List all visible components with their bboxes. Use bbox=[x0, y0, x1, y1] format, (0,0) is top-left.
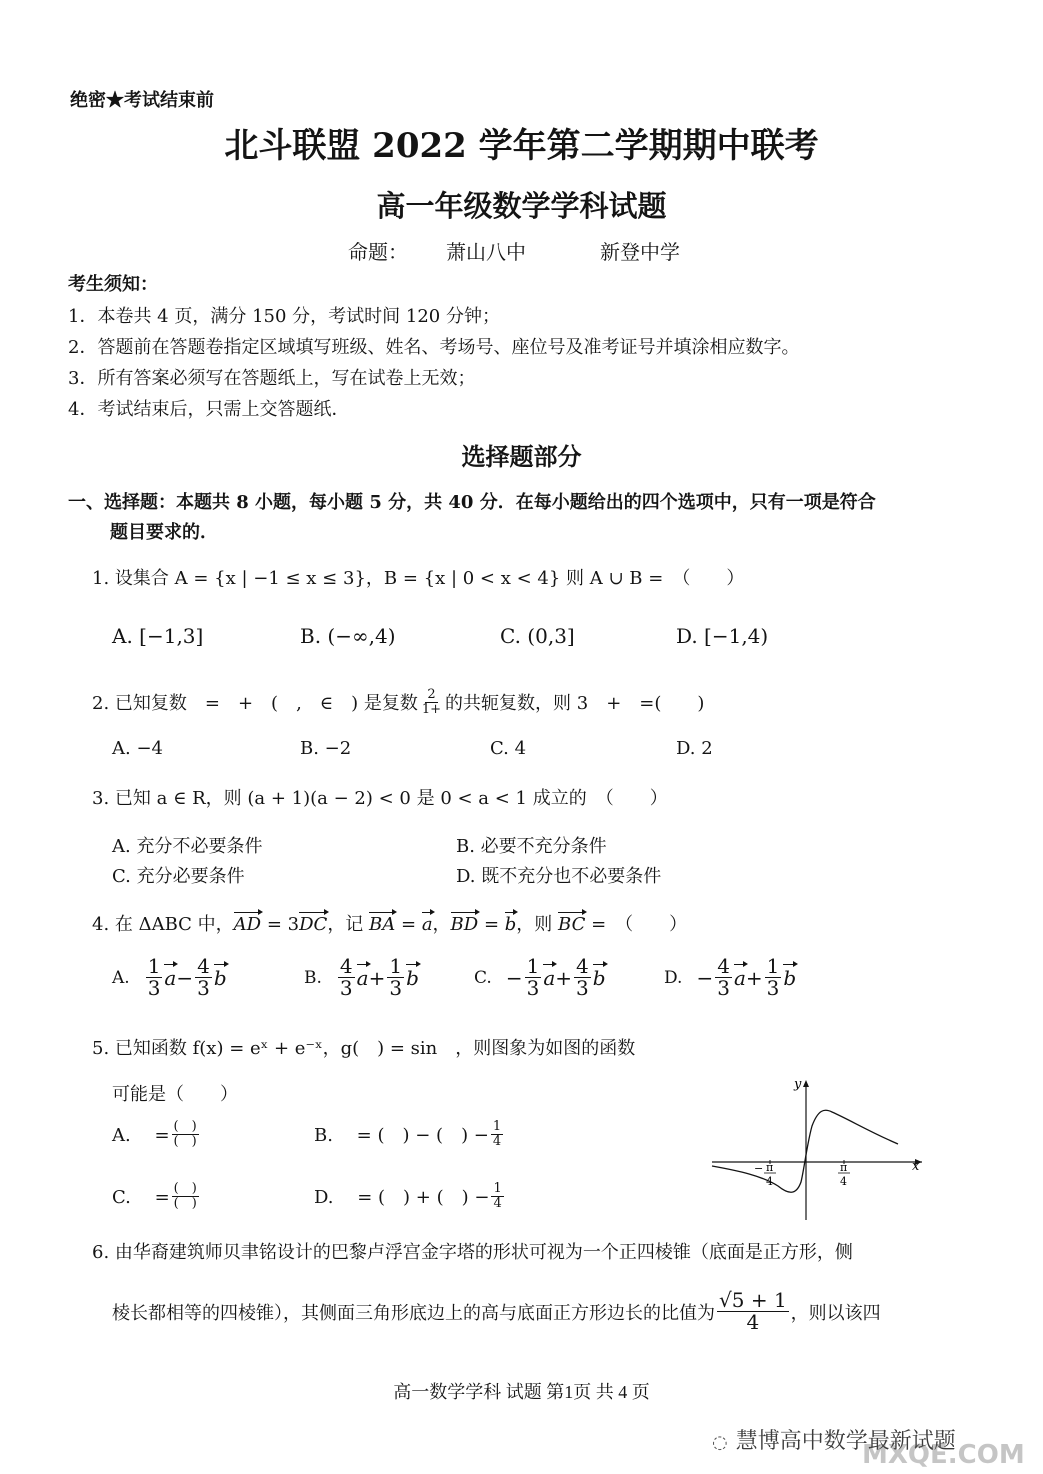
q5-option-a bbox=[112, 1120, 201, 1148]
vector-bc: BC bbox=[558, 914, 586, 935]
tick-pos-four: 4 bbox=[840, 1175, 847, 1188]
frac-num: 4 bbox=[576, 954, 589, 978]
section-intro-cont: 题目要求的． bbox=[110, 522, 218, 543]
notice-item: 2．答题前在答题卷指定区域填写班级、姓名、考场号、座位号及准考证号并填涂相应数字。 bbox=[68, 337, 800, 358]
frac-num: 1 bbox=[526, 954, 540, 978]
notice-item: 1．本卷共 4 页，满分 150 分，考试时间 120 分钟； bbox=[68, 306, 500, 327]
q4-opt-c-label: C. bbox=[474, 967, 492, 988]
q5-opt-a-text: A. = bbox=[112, 1125, 170, 1147]
q2-option-c: C. 4 bbox=[490, 738, 527, 759]
frac-den: 3 bbox=[766, 976, 780, 1000]
vector-b: b bbox=[783, 965, 797, 990]
fraction bbox=[387, 956, 404, 999]
q2-fraction bbox=[420, 688, 443, 716]
vector-a: a bbox=[421, 914, 433, 935]
question-6-line2 bbox=[112, 1290, 881, 1333]
fraction bbox=[195, 956, 212, 999]
question-4-stem bbox=[92, 910, 687, 936]
vector-a: a bbox=[543, 965, 556, 990]
vector-b: b bbox=[213, 965, 227, 990]
fraction bbox=[172, 1182, 199, 1210]
q5-opt-b-text: B. = ( ) − ( ) − bbox=[314, 1125, 489, 1147]
vector-a: a bbox=[356, 965, 369, 990]
q4-eq-b: = bbox=[478, 914, 505, 935]
tick-pos-pi: π bbox=[840, 1161, 848, 1174]
question-1-stem: 1. 设集合 A = {x | −1 ≤ x ≤ 3}，B = {x | 0 < x < 4} 则 A ∪ B = （ ） bbox=[92, 568, 745, 589]
q5-option-d bbox=[314, 1182, 506, 1210]
fraction bbox=[491, 1120, 503, 1148]
q2-frac-num: 2 bbox=[427, 687, 436, 702]
section-intro: 一、选择题：本题共 8 小题，每小题 5 分，共 40 分．在每小题给出的四个选项中，只有一项是符合 bbox=[68, 492, 876, 513]
y-axis-label: y bbox=[794, 1077, 802, 1092]
q4-option-d bbox=[664, 956, 796, 999]
q4-opt-b-label: B. bbox=[304, 967, 322, 988]
q4-stem-d: = （ ） bbox=[585, 914, 688, 935]
frac-num: 4 bbox=[197, 954, 210, 978]
q4-comma: ， bbox=[432, 914, 451, 935]
minus: − bbox=[505, 965, 523, 990]
q2-option-b: B. −2 bbox=[300, 738, 352, 759]
q4-opt-d-label: D. bbox=[664, 967, 683, 988]
question-2-stem bbox=[92, 688, 704, 716]
frac-den: 3 bbox=[389, 976, 403, 1000]
q4-eq-a: = bbox=[395, 914, 422, 935]
frac-num: 1 bbox=[493, 1181, 502, 1196]
q3-option-a: A. 充分不必要条件 bbox=[112, 836, 263, 857]
question-5-stem: 5. 已知函数 f(x) = eˣ + e⁻ˣ，g( ) = sin ，则图象为如图的函数 bbox=[92, 1038, 636, 1059]
minus: − bbox=[176, 965, 194, 990]
frac-num: 1 bbox=[389, 954, 403, 978]
q6-frac-den: 4 bbox=[746, 1310, 760, 1334]
author-1: 萧山八中 bbox=[446, 240, 526, 264]
question-5-stem-cont: 可能是（ ） bbox=[112, 1084, 238, 1105]
frac-num: 4 bbox=[339, 954, 353, 978]
tick-neg-four: 4 bbox=[766, 1175, 773, 1188]
section-title: 选择题部分 bbox=[461, 442, 582, 471]
q3-option-d: D. 既不充分也不必要条件 bbox=[456, 866, 662, 887]
tick-neg-sign: − bbox=[754, 1162, 764, 1175]
tick-neg-pi: π bbox=[766, 1161, 774, 1174]
q2-stem-a: 2. 已知复数 = + ( , ∈ ) 是复数 bbox=[92, 693, 418, 715]
fraction bbox=[574, 956, 591, 999]
q3-option-c: C. 充分必要条件 bbox=[112, 866, 245, 887]
x-axis-label: x bbox=[912, 1159, 920, 1174]
vector-ad: AD bbox=[233, 914, 262, 935]
notice-item: 4．考试结束后，只需上交答题纸． bbox=[68, 399, 350, 420]
frac-den: ( ) bbox=[173, 1133, 197, 1149]
vector-a: a bbox=[164, 965, 177, 990]
watermark-text: 慧博高中数学最新试题 bbox=[735, 1429, 956, 1454]
y-axis-arrow bbox=[803, 1080, 809, 1087]
question-3-stem: 3. 已知 a ∈ R，则 (a + 1)(a − 2) < 0 是 0 < a < 1 成立的 （ ） bbox=[92, 788, 668, 809]
q4-stem-b: ，记 bbox=[327, 914, 370, 935]
notice-title: 考生须知： bbox=[68, 274, 158, 295]
q6-line2-text: 棱长都相等的四棱锥），其侧面三角形底边上的高与底面正方形边长的比值为 bbox=[112, 1302, 715, 1324]
q4-opt-a-label: A. bbox=[112, 967, 130, 988]
q4-stem-c: ，则 bbox=[516, 914, 559, 935]
q2-option-d: D. 2 bbox=[676, 738, 713, 759]
q5-option-c bbox=[112, 1182, 201, 1210]
wechat-icon: ◌ bbox=[712, 1432, 728, 1453]
secret-tag: 绝密★考试结束前 bbox=[70, 90, 214, 111]
q4-option-a bbox=[112, 956, 227, 999]
fraction bbox=[491, 1182, 503, 1210]
fraction bbox=[338, 956, 355, 999]
vector-b: b bbox=[406, 965, 419, 990]
vector-ba: BA bbox=[369, 914, 396, 935]
notice-item: 3．所有答案必须写在答题纸上，写在试卷上无效； bbox=[68, 368, 476, 389]
fraction bbox=[146, 956, 163, 999]
watermark-logo: MXQE.COM bbox=[862, 1440, 1025, 1470]
fraction bbox=[525, 956, 542, 999]
frac-num: ( ) bbox=[173, 1119, 197, 1134]
authors-label: 命题： bbox=[348, 240, 408, 264]
function-graph bbox=[700, 1074, 930, 1224]
plus: + bbox=[745, 965, 763, 990]
question-6-line1: 6. 由华裔建筑师贝聿铭设计的巴黎卢浮宫金字塔的形状可视为一个正四棱锥（底面是正方形，侧 bbox=[92, 1242, 853, 1263]
frac-den: 3 bbox=[717, 976, 730, 1000]
frac-den: 3 bbox=[339, 976, 353, 1000]
frac-num: 1 bbox=[766, 954, 780, 978]
vector-a: a bbox=[733, 965, 746, 990]
fraction bbox=[715, 956, 732, 999]
frac-den: 3 bbox=[526, 976, 540, 1000]
frac-den: 3 bbox=[576, 976, 589, 1000]
q3-option-b: B. 必要不充分条件 bbox=[456, 836, 607, 857]
fraction bbox=[172, 1120, 199, 1148]
q1-option-b: B. (−∞,4) bbox=[300, 624, 396, 648]
exam-subtitle: 高一年级数学学科试题 bbox=[376, 189, 667, 223]
q4-eq1: = 3 bbox=[261, 914, 300, 935]
q2-stem-b: 的共轭复数，则 3 + =( ) bbox=[445, 693, 705, 715]
q5-opt-d-text: D. = ( ) + ( ) − bbox=[314, 1187, 490, 1209]
frac-den: 3 bbox=[147, 976, 161, 1000]
q6-fraction bbox=[717, 1290, 789, 1333]
curve bbox=[712, 1110, 898, 1192]
exam-title: 北斗联盟 2022 学年第二学期期中联考 bbox=[224, 126, 819, 166]
q1-option-a: A. [−1,3] bbox=[112, 624, 204, 648]
frac-num: 1 bbox=[147, 954, 161, 978]
author-2: 新登中学 bbox=[600, 240, 680, 264]
minus: − bbox=[696, 965, 714, 990]
q1-option-c: C. (0,3] bbox=[500, 624, 575, 648]
q2-option-a: A. −4 bbox=[112, 738, 163, 759]
fraction bbox=[765, 956, 782, 999]
q6-frac-num: √5 + 1 bbox=[719, 1288, 787, 1312]
vector-dc: DC bbox=[299, 914, 328, 935]
q4-stem-a: 4. 在 ΔABC 中， bbox=[92, 914, 234, 935]
frac-den: 3 bbox=[197, 976, 210, 1000]
q1-option-d: D. [−1,4) bbox=[676, 624, 769, 648]
frac-num: 4 bbox=[717, 954, 730, 978]
frac-den: 4 bbox=[492, 1133, 502, 1149]
q4-option-c bbox=[474, 956, 606, 999]
frac-den: 4 bbox=[493, 1195, 502, 1211]
frac-den: ( ) bbox=[173, 1195, 197, 1211]
frac-num: 1 bbox=[492, 1119, 502, 1134]
q4-option-b bbox=[304, 956, 419, 999]
page-footer: 高一数学学科 试题 第1页 共 4 页 bbox=[393, 1382, 650, 1402]
q6-line2-end: ，则以该四 bbox=[790, 1302, 881, 1324]
plus: + bbox=[368, 965, 386, 990]
vector-b: b bbox=[592, 965, 606, 990]
plus: + bbox=[555, 965, 573, 990]
q5-option-b bbox=[314, 1120, 505, 1148]
q2-frac-den: 1+ bbox=[421, 701, 442, 717]
vector-bd: BD bbox=[450, 914, 479, 935]
frac-num: ( ) bbox=[173, 1181, 197, 1196]
vector-b: b bbox=[504, 914, 517, 935]
q5-opt-c-text: C. = bbox=[112, 1187, 170, 1209]
